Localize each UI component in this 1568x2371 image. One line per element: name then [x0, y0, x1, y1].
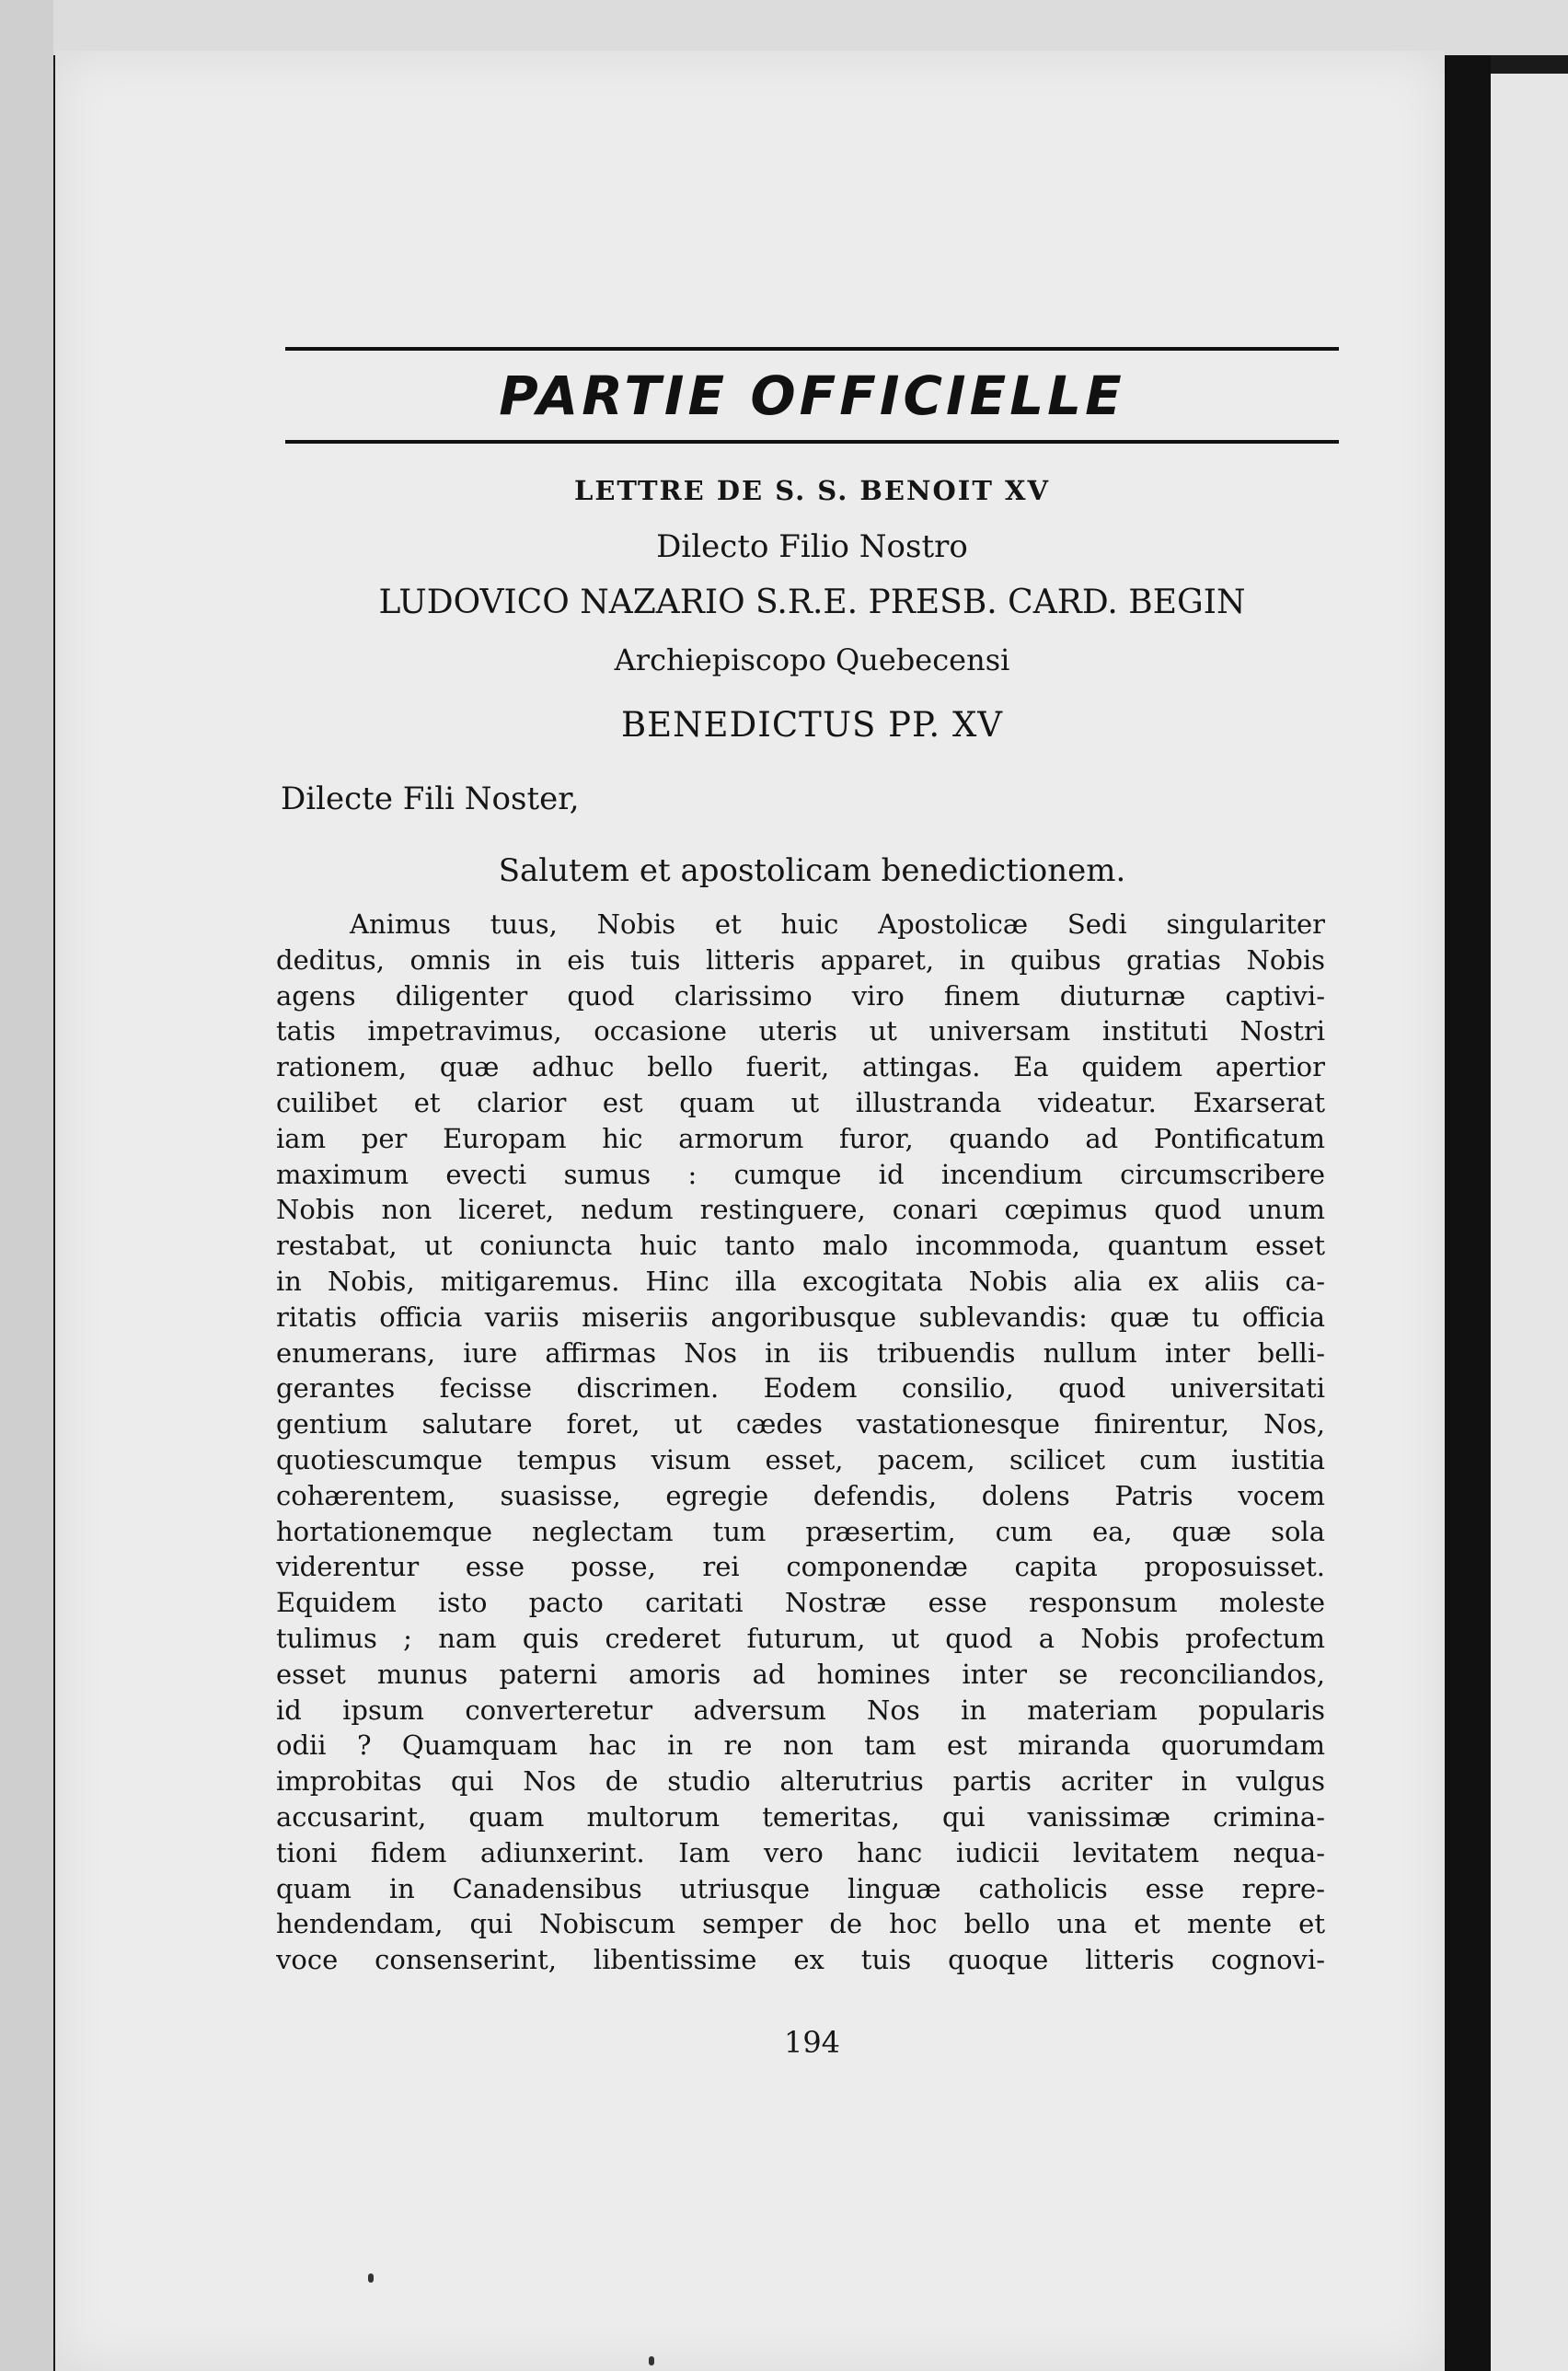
body-line: tulimus ; nam quis crederet futurum, ut quod a Nobis profectum [276, 1622, 1325, 1654]
body-line: hendendam, qui Nobiscum semper de hoc bello una et mente et [276, 1908, 1325, 1940]
scan-speck [368, 2273, 374, 2283]
letter-title: LETTRE DE S. S. BENOIT XV [573, 475, 1051, 506]
sender-line: BENEDICTUS PP. XV [620, 705, 1004, 745]
body-line: improbitas qui Nos de studio alterutrius partis acriter in vulgus [276, 1765, 1325, 1798]
addressee-title: Archiepiscopo Quebecensi [614, 642, 1010, 677]
body-line: gentium salutare foret, ut cædes vastationesque finirentur, Nos, [276, 1408, 1325, 1440]
body-line: quam in Canadensibus utriusque linguæ catholicis esse repre- [276, 1872, 1325, 1904]
section-heading: PARTIE OFFICIELLE [499, 364, 1125, 427]
body-line: restabat, ut coniuncta huic tanto malo incommoda, quantum esset [276, 1230, 1325, 1262]
body-line: deditus, omnis in eis tuis litteris apparet, in quibus gratias Nobis [276, 943, 1325, 976]
greeting: Salutem et apostolicam benedictionem. [498, 852, 1126, 889]
body-line: cuilibet et clarior est quam ut illustranda videatur. Exarserat [276, 1086, 1325, 1118]
scan-speck [649, 2356, 654, 2365]
body-line: Animus tuus, Nobis et huic Apostolicæ Sedi singulariter [350, 908, 1325, 940]
body-line: id ipsum converteretur adversum Nos in materiam popularis [276, 1694, 1325, 1726]
scan-left-margin [0, 0, 53, 2371]
addressee-line: Dilecto Filio Nostro [656, 528, 968, 565]
body-line: accusarint, quam multorum temeritas, qui vanissimæ crimina- [276, 1800, 1325, 1833]
addressee-name: LUDOVICO NAZARIO S.R.E. PRESB. CARD. BEGIN [378, 584, 1246, 621]
facing-page-edge [1491, 74, 1568, 2371]
body-line: cohærentem, suasisse, egregie defendis, dolens Patris vocem [276, 1479, 1325, 1511]
body-line: rationem, quæ adhuc bello fuerit, attingas. Ea quidem apertior [276, 1051, 1325, 1083]
body-line: enumerans, iure affirmas Nos in iis tribuendis nullum inter belli- [276, 1336, 1325, 1369]
book-gutter [1445, 55, 1491, 2371]
body-line: voce consenserint, libentissime ex tuis quoque litteris cognovi- [276, 1944, 1325, 1976]
body-line: esset munus paterni amoris ad homines inter se reconciliandos, [276, 1658, 1325, 1690]
body-line: tatis impetravimus, occasione uteris ut universam instituti Nostri [276, 1015, 1325, 1047]
heading-rule-bottom [285, 440, 1339, 444]
salutation: Dilecte Fili Noster, [281, 781, 580, 817]
body-line: iam per Europam hic armorum furor, quando ad Pontificatum [276, 1122, 1325, 1154]
scan-top-margin [0, 0, 1568, 55]
body-line: ritatis officia variis miseriis angoribusque sublevandis: quæ tu officia [276, 1301, 1325, 1333]
body-line: odii ? Quamquam hac in re non tam est miranda quorumdam [276, 1729, 1325, 1762]
body-line: Nobis non liceret, nedum restinguere, conari cœpimus quod unum [276, 1194, 1325, 1226]
body-line: maximum evecti sumus : cumque id incendium circumscribere [276, 1158, 1325, 1190]
heading-rule-top [285, 347, 1339, 351]
body-line: gerantes fecisse discrimen. Eodem consilio, quod universitati [276, 1372, 1325, 1405]
body-line: Equidem isto pacto caritati Nostræ esse responsum moleste [276, 1587, 1325, 1619]
page-number: 194 [783, 2025, 841, 2060]
body-line: in Nobis, mitigaremus. Hinc illa excogitata Nobis alia ex aliis ca- [276, 1265, 1325, 1297]
body-line: viderentur esse posse, rei componendæ capita proposuisset. [276, 1551, 1325, 1583]
body-line: agens diligenter quod clarissimo viro finem diuturnæ captivi- [276, 979, 1325, 1012]
body-line: quotiescumque tempus visum esset, pacem, scilicet cum iustitia [276, 1443, 1325, 1475]
body-line: hortationemque neglectam tum præsertim, cum ea, quæ sola [276, 1515, 1325, 1547]
letter-body [276, 907, 1325, 1978]
body-line: tioni fidem adiunxerint. Iam vero hanc iudicii levitatem nequa- [276, 1836, 1325, 1868]
